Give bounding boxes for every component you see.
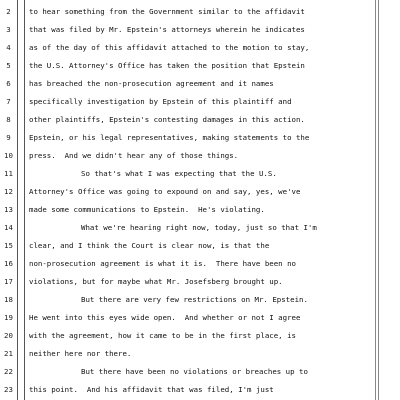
line-number: 22 [4,367,13,376]
line-number: 20 [4,331,13,340]
transcript-line [0,183,400,201]
line-text: the U.S. Attorney's Office has taken the position that Epstein [29,61,305,70]
transcript-line [0,291,400,309]
line-number: 23 [4,385,13,394]
line-text: violations, but for maybe what Mr. Josefsberg brought up. [29,277,283,286]
transcript-line [0,237,400,255]
line-text: clear, and I think the Court is clear now, is that the [29,241,270,250]
line-text: What we're hearing right now, today, just so that I'm [81,223,317,232]
line-text: But there are very few restrictions on Mr. Epstein. [81,295,308,304]
transcript-line [0,201,400,219]
transcript-line [0,219,400,237]
line-text: specifically investigation by Epstein of this plaintiff and [29,97,292,106]
transcript-line [0,75,400,93]
line-number: 4 [6,43,11,52]
line-number: 14 [4,223,13,232]
line-number: 19 [4,313,13,322]
line-text: He went into this eyes wide open. And whether or not I agree [29,313,301,322]
line-number: 15 [4,241,13,250]
line-text: with the agreement, how it came to be in the first place, is [29,331,296,340]
line-number: 3 [6,25,11,34]
line-text: neither here nor there. [29,349,132,358]
transcript-line [0,21,400,39]
line-number: 21 [4,349,13,358]
line-text: Attorney's Office was going to expound on and say, yes, we've [29,187,301,196]
transcript-line [0,57,400,75]
line-number: 7 [6,97,11,106]
line-number: 13 [4,205,13,214]
line-text: other plaintiffs, Epstein's contesting damages in this action. [29,115,305,124]
line-text: made some communications to Epstein. He's violating. [29,205,265,214]
transcript-line [0,255,400,273]
line-text: non-prosecution agreement is what it is. There have been no [29,259,296,268]
transcript-line [0,129,400,147]
line-number: 6 [6,79,11,88]
transcript-line [0,93,400,111]
transcript-line [0,327,400,345]
line-number: 11 [4,169,13,178]
line-text: But there have been no violations or breaches up to [81,367,308,376]
transcript-line [0,111,400,129]
transcript-line [0,309,400,327]
transcript-line [0,147,400,165]
line-number: 16 [4,259,13,268]
transcript-line [0,39,400,57]
transcript-line [0,345,400,363]
line-number: 18 [4,295,13,304]
line-text: as of the day of this affidavit attached to the motion to stay, [29,43,310,52]
line-text: press. And we didn't hear any of those things. [29,151,239,160]
line-number: 17 [4,277,13,286]
line-number: 9 [6,133,11,142]
line-text: this point. And his affidavit that was filed, I'm just [29,385,274,394]
transcript-line [0,165,400,183]
line-text: to hear something from the Government similar to the affidavit [29,7,305,16]
transcript-line [0,273,400,291]
line-number: 5 [6,61,11,70]
line-text: Epstein, or his legal representatives, making statements to the [29,133,310,142]
line-number: 8 [6,115,11,124]
line-text: So that's what I was expecting that the U.S. [81,169,277,178]
line-text: has breached the non-prosecution agreement and it names [29,79,274,88]
transcript-line [0,381,400,399]
line-number: 12 [4,187,13,196]
transcript-line [0,3,400,21]
line-number: 10 [4,151,13,160]
line-number: 2 [6,7,11,16]
line-text: that was filed by Mr. Epstein's attorneys wherein he indicates [29,25,305,34]
transcript-line [0,363,400,381]
